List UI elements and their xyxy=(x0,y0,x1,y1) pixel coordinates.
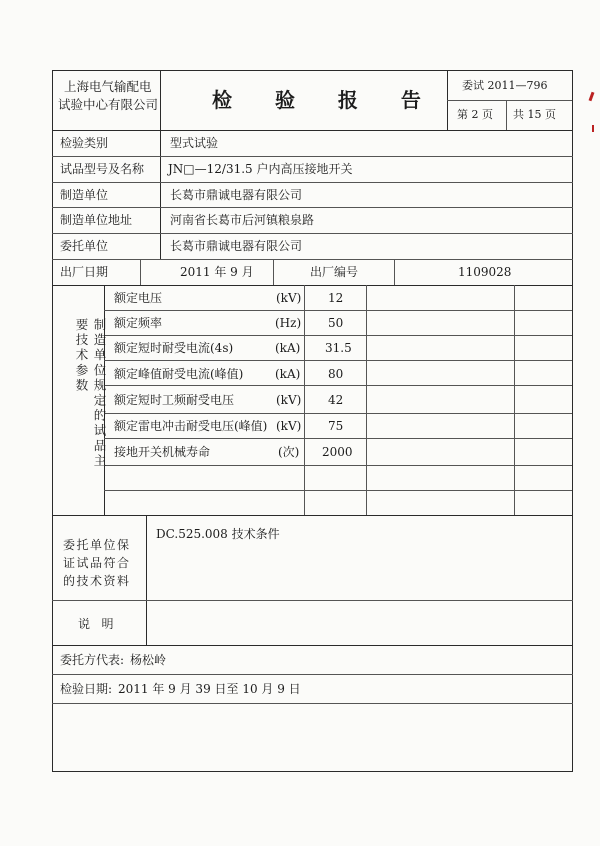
page-total: 共 15 页 xyxy=(513,108,556,121)
production-date-label: 出厂日期 xyxy=(60,265,109,279)
parameter-name: 额定雷电冲击耐受电压(峰值) xyxy=(114,419,268,433)
parameter-unit: (kV) xyxy=(276,291,302,305)
scan-mark xyxy=(592,125,594,132)
page-number: 第 2 页 xyxy=(457,108,493,121)
client-value: 长葛市鼎诚电器有限公司 xyxy=(170,239,303,253)
org-name-line2: 试验中心有限公司 xyxy=(58,97,159,112)
parameter-value: 31.5 xyxy=(325,341,352,355)
org-name-line1: 上海电气输配电 xyxy=(64,79,152,94)
parameter-name: 额定频率 xyxy=(114,316,163,330)
parameter-unit: (Hz) xyxy=(275,316,302,330)
test-date-value: 2011 年 9 月 39 日至 10 月 9 日 xyxy=(118,682,301,696)
client-representative-value: 杨松岭 xyxy=(130,653,167,667)
parameter-value: 50 xyxy=(328,316,344,330)
client-representative-label: 委托方代表: xyxy=(60,653,125,667)
model-value: JN□—12/31.5 户内高压接地开关 xyxy=(168,162,353,176)
parameter-unit: (kA) xyxy=(275,367,301,381)
parameter-value: 80 xyxy=(328,367,344,381)
report-title: 检 验 报 告 xyxy=(212,88,439,112)
test-type-value: 型式试验 xyxy=(170,136,219,150)
reference-number: 委试 2011—796 xyxy=(462,79,548,92)
client-label: 委托单位 xyxy=(60,239,109,253)
parameter-value: 42 xyxy=(328,393,344,407)
manufacturer-address-value: 河南省长葛市后河镇粮泉路 xyxy=(170,213,315,227)
test-type-label: 检验类别 xyxy=(60,136,109,150)
parameter-unit: (kV) xyxy=(276,393,302,407)
parameter-name: 额定峰值耐受电流(峰值) xyxy=(114,367,244,381)
notes-label: 说 明 xyxy=(78,617,114,631)
serial-number-value: 1109028 xyxy=(458,265,512,279)
parameter-name: 额定电压 xyxy=(114,291,163,305)
serial-number-label: 出厂编号 xyxy=(310,265,359,279)
parameter-unit: (kA) xyxy=(275,341,301,355)
test-date-label: 检验日期: xyxy=(60,682,113,696)
manufacturer-value: 长葛市鼎诚电器有限公司 xyxy=(170,188,303,202)
parameter-value: 12 xyxy=(328,291,344,305)
tech-docs-label-line2: 证试品符合 xyxy=(63,556,131,570)
manufacturer-address-label: 制造单位地址 xyxy=(60,213,133,227)
parameter-value: 75 xyxy=(328,419,344,433)
parameter-name: 额定短时工频耐受电压 xyxy=(114,393,235,407)
tech-docs-value: DC.525.008 技术条件 xyxy=(156,527,280,541)
scan-mark xyxy=(589,92,595,101)
model-label: 试品型号及名称 xyxy=(60,162,145,176)
production-date-value: 2011 年 9 月 xyxy=(180,265,254,279)
parameter-name: 接地开关机械寿命 xyxy=(114,445,211,459)
parameter-unit: (kV) xyxy=(276,419,302,433)
parameter-value: 2000 xyxy=(322,445,353,459)
tech-docs-label-line3: 的技术资料 xyxy=(63,574,131,588)
parameter-name: 额定短时耐受电流(4s) xyxy=(114,341,234,355)
manufacturer-label: 制造单位 xyxy=(60,188,109,202)
parameters-side-label: 制造单位规定的试品主要技术参数 xyxy=(74,318,107,469)
tech-docs-label-line1: 委托单位保 xyxy=(63,538,131,552)
parameter-unit: (次) xyxy=(278,445,300,459)
